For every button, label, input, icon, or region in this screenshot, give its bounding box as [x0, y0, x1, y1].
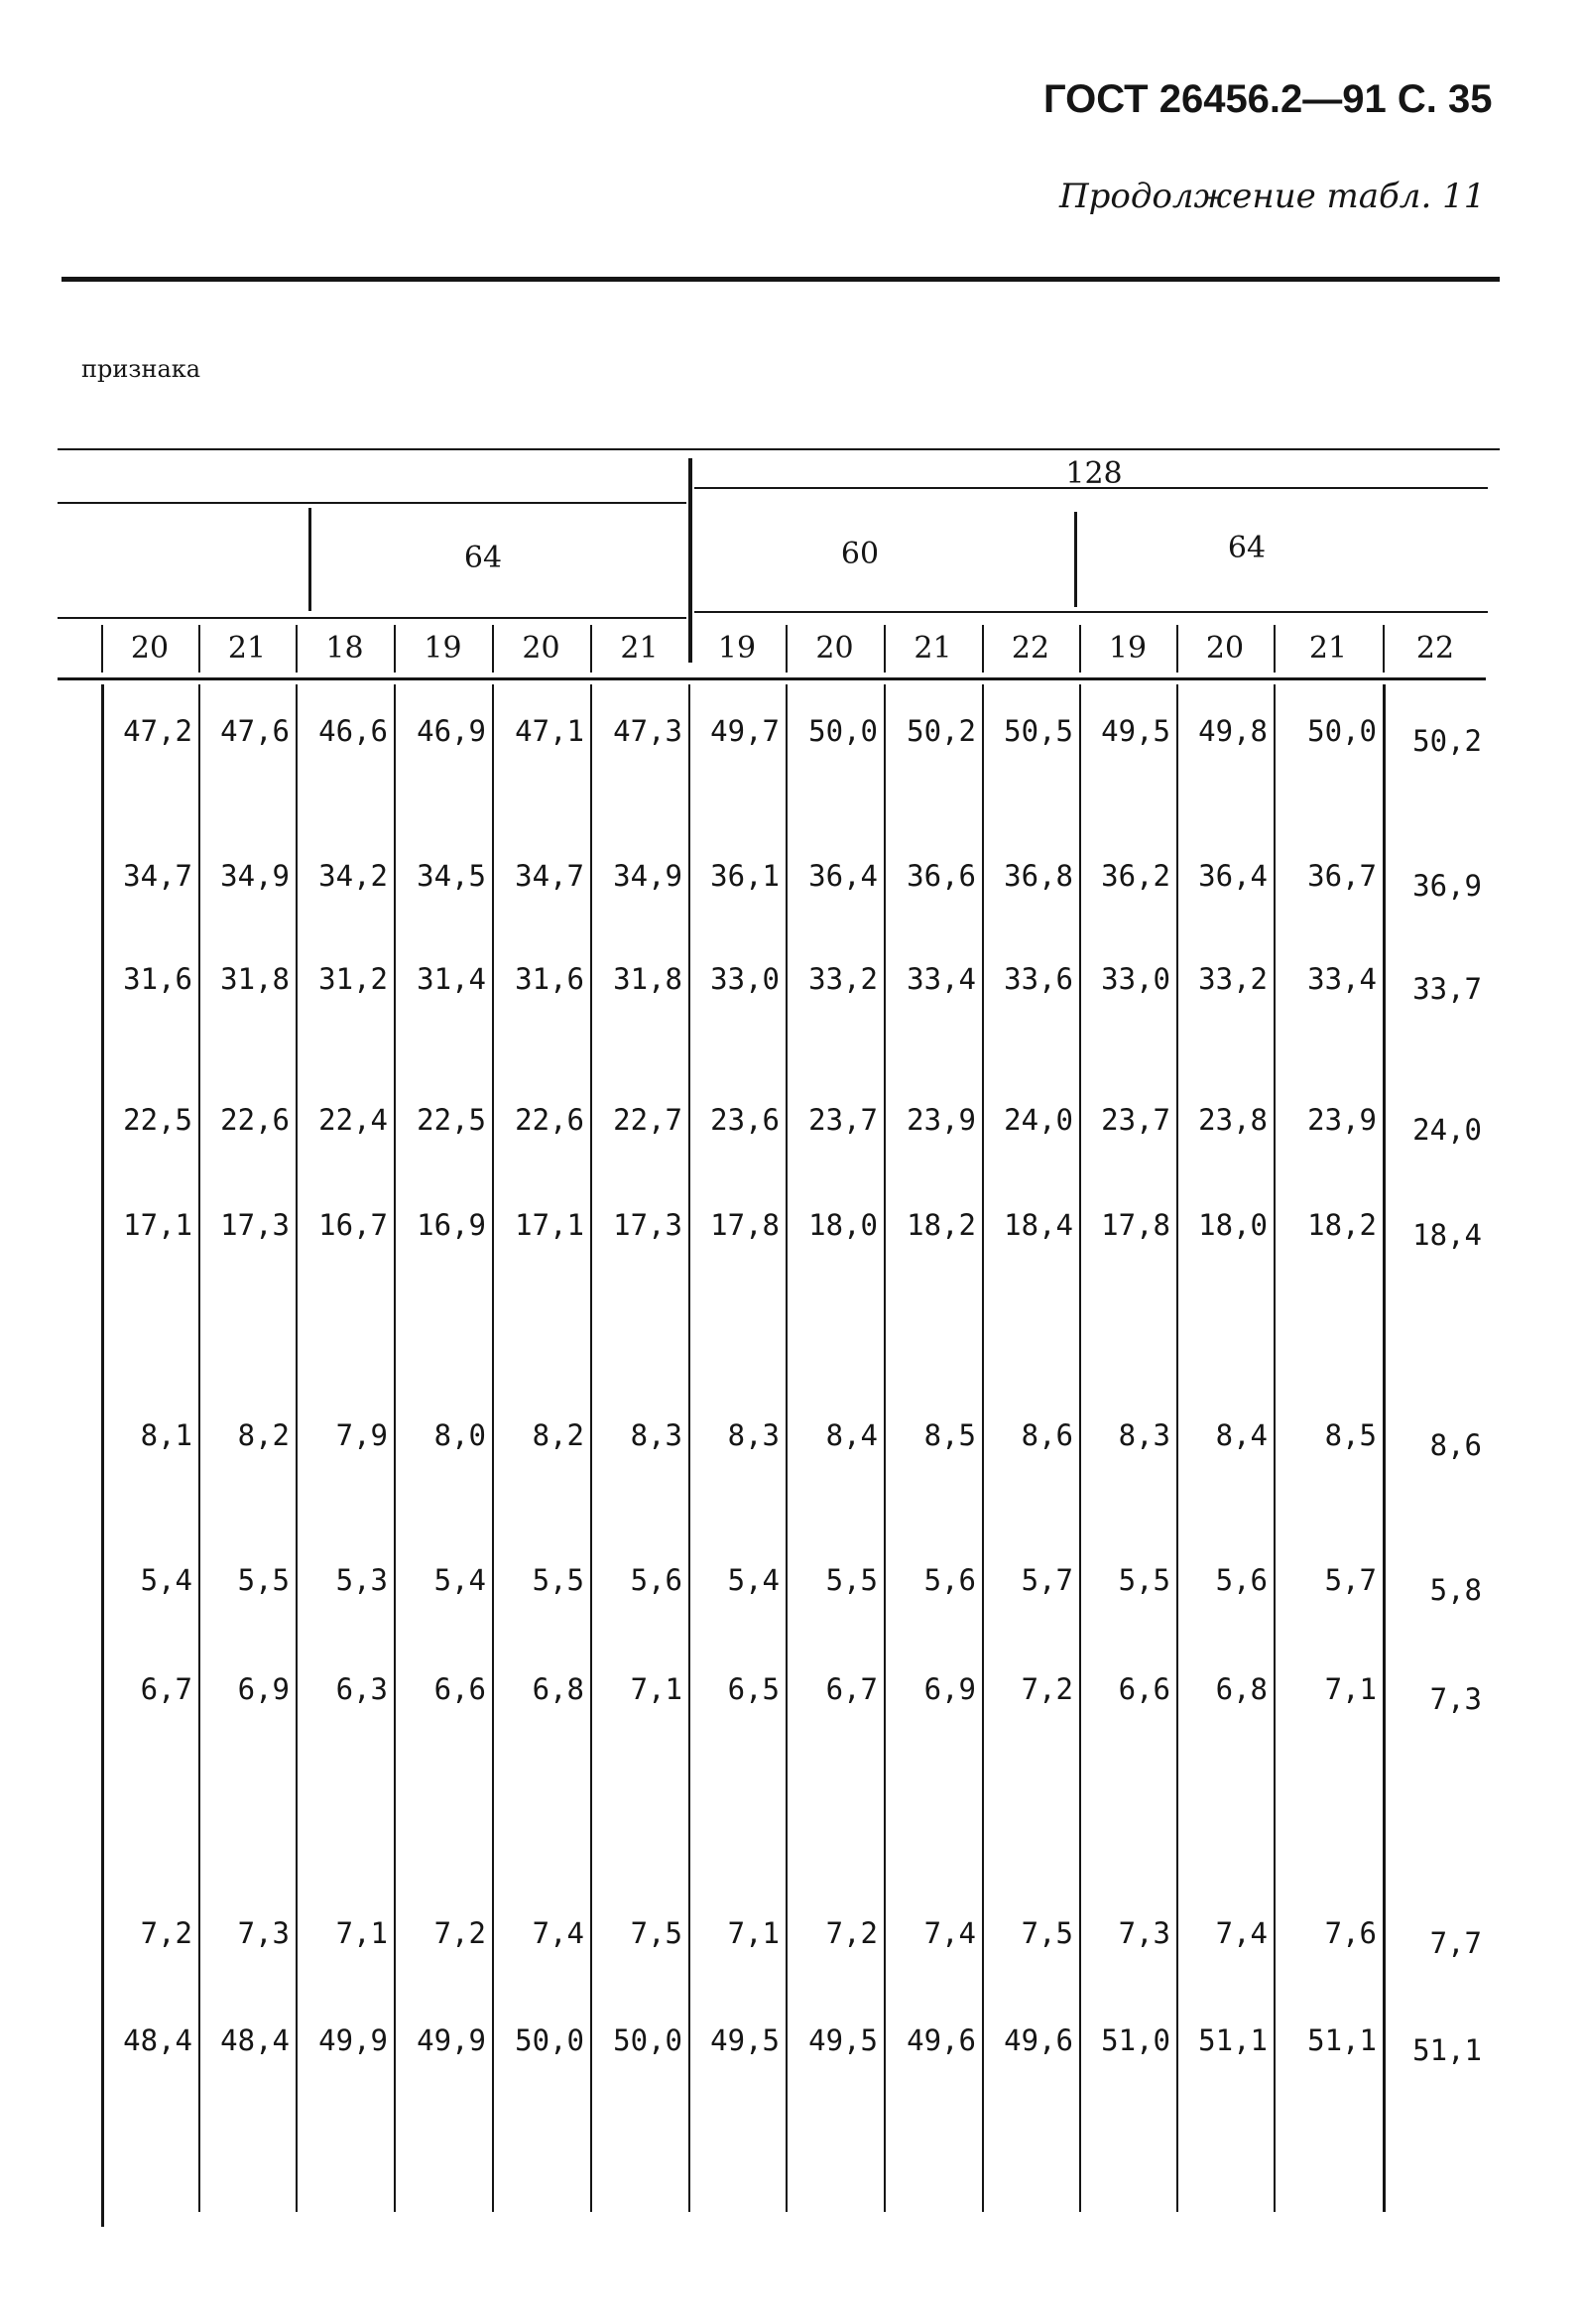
- table-cell: 49,5: [808, 2023, 878, 2057]
- column-divider: [198, 684, 200, 2212]
- column-header: 19: [717, 631, 757, 666]
- table-cell: 24,0: [1004, 1103, 1073, 1137]
- table-cell: 49,7: [710, 714, 780, 748]
- column-header: 21: [620, 631, 659, 666]
- table-cell: 5,4: [140, 1563, 192, 1597]
- table-cell: 36,7: [1307, 859, 1377, 893]
- table-cell: 7,9: [335, 1418, 388, 1452]
- table-cell: 50,0: [808, 714, 878, 748]
- table-cell: 31,4: [417, 962, 486, 996]
- table-cell: 22,4: [318, 1103, 388, 1137]
- table-cell: 33,4: [1307, 962, 1377, 996]
- column-header: 18: [325, 631, 364, 666]
- column-header: 19: [1108, 631, 1148, 666]
- table-cell: 7,2: [140, 1916, 192, 1950]
- column-header: 20: [815, 631, 854, 666]
- table-cell: 18,4: [1412, 1218, 1482, 1252]
- table-cell: 50,2: [1412, 724, 1482, 758]
- table-cell: 7,3: [237, 1916, 290, 1950]
- table-cell: 6,3: [335, 1672, 388, 1706]
- table-cell: 34,2: [318, 859, 388, 893]
- table-cell: 7,2: [1021, 1672, 1073, 1706]
- column-header-divider: [492, 625, 494, 673]
- header-rule-left-group: [58, 502, 686, 504]
- column-header: 20: [1205, 631, 1245, 666]
- table-cell: 33,4: [907, 962, 976, 996]
- header-divider-main: [688, 458, 692, 663]
- table-cell: 23,7: [1101, 1103, 1170, 1137]
- table-continuation-caption: Продолжение табл. 11: [1059, 177, 1486, 216]
- table-cell: 47,2: [123, 714, 192, 748]
- table-cell: 18,2: [1307, 1208, 1377, 1242]
- table-cell: 46,9: [417, 714, 486, 748]
- table-cell: 17,8: [1101, 1208, 1170, 1242]
- table-cell: 8,3: [630, 1418, 682, 1452]
- group-label-64-right: 64: [1227, 531, 1267, 565]
- table-cell: 31,8: [220, 962, 290, 996]
- table-cell: 6,9: [237, 1672, 290, 1706]
- table-cell: 8,3: [1118, 1418, 1170, 1452]
- table-cell: 8,4: [825, 1418, 878, 1452]
- table-cell: 6,7: [140, 1672, 192, 1706]
- table-cell: 34,5: [417, 859, 486, 893]
- table-cell: 22,5: [417, 1103, 486, 1137]
- header-divider-left-group: [308, 508, 311, 611]
- column-divider: [101, 684, 104, 2227]
- table-cell: 5,6: [1215, 1563, 1268, 1597]
- table-cell: 5,7: [1324, 1563, 1377, 1597]
- table-cell: 50,2: [907, 714, 976, 748]
- table-cell: 16,7: [318, 1208, 388, 1242]
- table-cell: 8,2: [237, 1418, 290, 1452]
- table-cell: 51,0: [1101, 2023, 1170, 2057]
- table-cell: 36,6: [907, 859, 976, 893]
- table-cell: 24,0: [1412, 1113, 1482, 1147]
- table-cell: 23,7: [808, 1103, 878, 1137]
- table-cell: 50,0: [1307, 714, 1377, 748]
- header-rule-columns-top: [58, 617, 686, 619]
- table-cell: 5,4: [727, 1563, 780, 1597]
- group-label-128: 128: [1065, 456, 1123, 491]
- table-cell: 50,5: [1004, 714, 1073, 748]
- column-divider: [982, 684, 984, 2212]
- table-cell: 7,4: [532, 1916, 584, 1950]
- table-cell: 33,2: [1198, 962, 1268, 996]
- table-cell: 8,1: [140, 1418, 192, 1452]
- table-cell: 17,3: [220, 1208, 290, 1242]
- table-cell: 17,3: [613, 1208, 682, 1242]
- column-header-divider: [786, 625, 788, 673]
- table-cell: 31,6: [123, 962, 192, 996]
- header-rule-top: [58, 448, 1500, 450]
- table-cell: 6,6: [1118, 1672, 1170, 1706]
- table-cell: 48,4: [220, 2023, 290, 2057]
- table-cell: 22,6: [220, 1103, 290, 1137]
- table-cell: 5,5: [825, 1563, 878, 1597]
- column-header: 20: [130, 631, 170, 666]
- table-cell: 31,6: [515, 962, 584, 996]
- table-cell: 47,6: [220, 714, 290, 748]
- table-cell: 7,2: [825, 1916, 878, 1950]
- table-cell: 7,4: [923, 1916, 976, 1950]
- table-cell: 8,6: [1021, 1418, 1073, 1452]
- column-header: 20: [522, 631, 560, 666]
- table-cell: 34,9: [220, 859, 290, 893]
- table-cell: 36,9: [1412, 869, 1482, 903]
- table-cell: 7,5: [630, 1916, 682, 1950]
- table-cell: 33,0: [710, 962, 780, 996]
- table-cell: 5,5: [1118, 1563, 1170, 1597]
- table-cell: 8,0: [433, 1418, 486, 1452]
- column-header-divider: [1383, 625, 1385, 673]
- table-cell: 48,4: [123, 2023, 192, 2057]
- table-cell: 8,4: [1215, 1418, 1268, 1452]
- table-cell: 49,5: [710, 2023, 780, 2057]
- table-cell: 6,9: [923, 1672, 976, 1706]
- table-cell: 47,1: [515, 714, 584, 748]
- column-header-divider: [101, 625, 103, 673]
- table-cell: 17,1: [515, 1208, 584, 1242]
- column-divider: [590, 684, 592, 2212]
- table-cell: 31,8: [613, 962, 682, 996]
- table-cell: 36,2: [1101, 859, 1170, 893]
- top-thick-rule: [61, 277, 1500, 282]
- column-header: 21: [914, 631, 952, 666]
- column-divider: [786, 684, 788, 2212]
- column-header-divider: [982, 625, 984, 673]
- header-rule-columns-bottom: [58, 677, 1486, 680]
- table-cell: 5,7: [1021, 1563, 1073, 1597]
- header-rule-sub: [694, 611, 1488, 613]
- table-cell: 23,9: [1307, 1103, 1377, 1137]
- column-header-divider: [590, 625, 592, 673]
- table-cell: 31,2: [318, 962, 388, 996]
- table-cell: 33,6: [1004, 962, 1073, 996]
- column-header-divider: [1079, 625, 1081, 673]
- table-cell: 8,5: [923, 1418, 976, 1452]
- table-cell: 47,3: [613, 714, 682, 748]
- table-cell: 5,3: [335, 1563, 388, 1597]
- table-cell: 49,6: [907, 2023, 976, 2057]
- header-divider-right-group: [1074, 512, 1077, 607]
- column-divider: [884, 684, 886, 2212]
- column-header: 22: [1011, 631, 1050, 666]
- table-cell: 22,6: [515, 1103, 584, 1137]
- table-cell: 34,9: [613, 859, 682, 893]
- table-cell: 8,5: [1324, 1418, 1377, 1452]
- table-cell: 51,1: [1198, 2023, 1268, 2057]
- table-cell: 36,1: [710, 859, 780, 893]
- table-cell: 8,2: [532, 1418, 584, 1452]
- table-cell: 7,1: [1324, 1672, 1377, 1706]
- column-header-divider: [1176, 625, 1178, 673]
- table-cell: 51,1: [1307, 2023, 1377, 2057]
- table-cell: 51,1: [1412, 2033, 1482, 2067]
- column-header-divider: [884, 625, 886, 673]
- table-cell: 23,6: [710, 1103, 780, 1137]
- column-header-divider: [198, 625, 200, 673]
- column-header: 21: [227, 631, 267, 666]
- table-cell: 7,1: [727, 1916, 780, 1950]
- table-cell: 49,8: [1198, 714, 1268, 748]
- table-cell: 7,1: [630, 1672, 682, 1706]
- row-label-fragment: признака: [81, 355, 201, 383]
- table-cell: 7,2: [433, 1916, 486, 1950]
- column-divider: [688, 684, 690, 2212]
- column-header: 21: [1308, 631, 1348, 666]
- table-cell: 5,5: [532, 1563, 584, 1597]
- column-divider: [1274, 684, 1276, 2212]
- column-header-divider: [296, 625, 298, 673]
- table-cell: 33,2: [808, 962, 878, 996]
- table-cell: 6,8: [532, 1672, 584, 1706]
- table-cell: 36,4: [1198, 859, 1268, 893]
- table-cell: 6,8: [1215, 1672, 1268, 1706]
- column-divider: [492, 684, 494, 2212]
- table-cell: 18,4: [1004, 1208, 1073, 1242]
- table-cell: 33,7: [1412, 972, 1482, 1006]
- table-cell: 17,8: [710, 1208, 780, 1242]
- table-cell: 7,3: [1429, 1682, 1482, 1716]
- table-cell: 23,8: [1198, 1103, 1268, 1137]
- table-cell: 49,9: [417, 2023, 486, 2057]
- table-cell: 49,5: [1101, 714, 1170, 748]
- table-cell: 8,3: [727, 1418, 780, 1452]
- table-cell: 6,7: [825, 1672, 878, 1706]
- table-cell: 5,6: [630, 1563, 682, 1597]
- group-label-64-left: 64: [463, 541, 503, 575]
- table-cell: 50,0: [613, 2023, 682, 2057]
- table-cell: 6,5: [727, 1672, 780, 1706]
- table-cell: 7,6: [1324, 1916, 1377, 1950]
- column-header: 19: [424, 631, 462, 666]
- table-cell: 7,7: [1429, 1926, 1482, 1960]
- group-label-60: 60: [840, 537, 880, 571]
- table-cell: 36,4: [808, 859, 878, 893]
- table-cell: 46,6: [318, 714, 388, 748]
- table-cell: 5,6: [923, 1563, 976, 1597]
- table-cell: 5,8: [1429, 1573, 1482, 1607]
- table-cell: 34,7: [123, 859, 192, 893]
- table-cell: 23,9: [907, 1103, 976, 1137]
- table-cell: 16,9: [417, 1208, 486, 1242]
- table-cell: 7,5: [1021, 1916, 1073, 1950]
- column-divider: [1079, 684, 1081, 2212]
- column-divider: [394, 684, 396, 2212]
- table-cell: 6,6: [433, 1672, 486, 1706]
- table-cell: 33,0: [1101, 962, 1170, 996]
- column-divider: [1383, 684, 1386, 2212]
- document-header: ГОСТ 26456.2—91 С. 35: [1043, 77, 1493, 121]
- column-divider: [296, 684, 298, 2212]
- table-cell: 18,2: [907, 1208, 976, 1242]
- table-cell: 22,5: [123, 1103, 192, 1137]
- table-cell: 36,8: [1004, 859, 1073, 893]
- table-cell: 49,9: [318, 2023, 388, 2057]
- table-cell: 18,0: [1198, 1208, 1268, 1242]
- column-header: 22: [1415, 631, 1455, 666]
- table-cell: 34,7: [515, 859, 584, 893]
- table-cell: 22,7: [613, 1103, 682, 1137]
- table-cell: 7,3: [1118, 1916, 1170, 1950]
- table-cell: 8,6: [1429, 1428, 1482, 1462]
- column-divider: [1176, 684, 1178, 2212]
- column-header-divider: [394, 625, 396, 673]
- table-cell: 7,1: [335, 1916, 388, 1950]
- table-cell: 7,4: [1215, 1916, 1268, 1950]
- table-cell: 5,5: [237, 1563, 290, 1597]
- table-cell: 49,6: [1004, 2023, 1073, 2057]
- table-cell: 17,1: [123, 1208, 192, 1242]
- table-cell: 50,0: [515, 2023, 584, 2057]
- column-header-divider: [1274, 625, 1276, 673]
- table-cell: 5,4: [433, 1563, 486, 1597]
- table-cell: 18,0: [808, 1208, 878, 1242]
